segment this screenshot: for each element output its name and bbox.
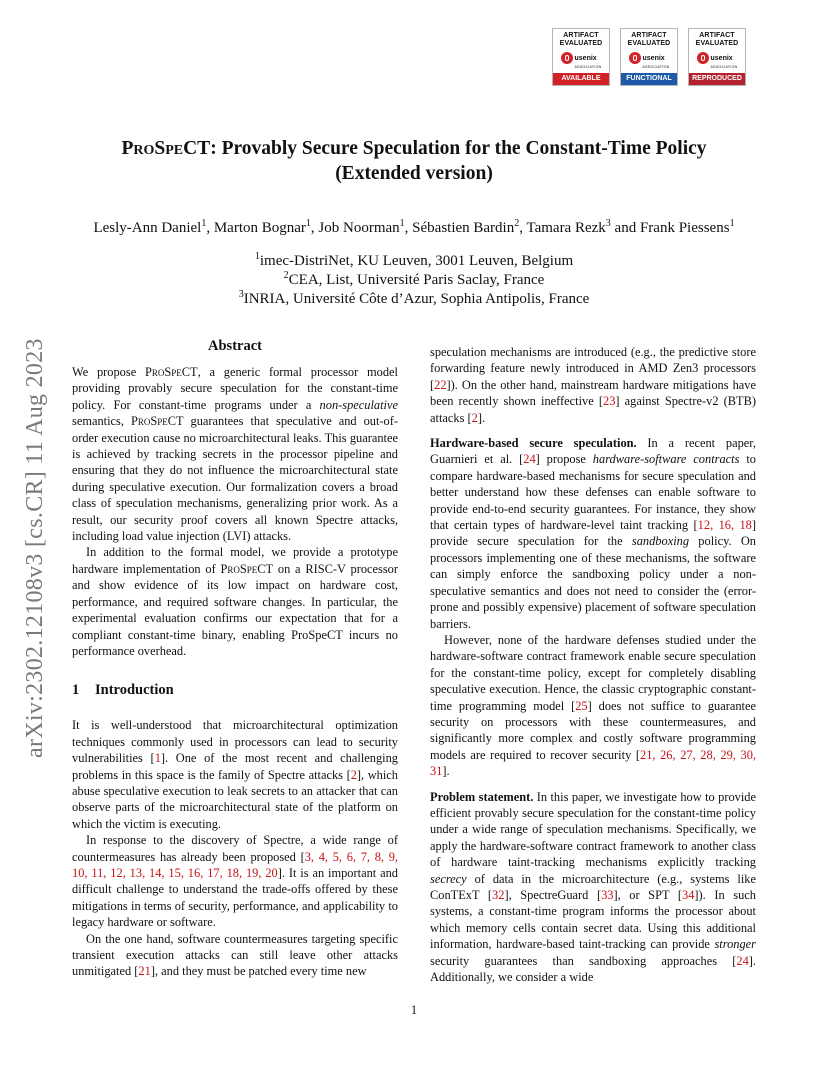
badge-label: REPRODUCED: [689, 73, 745, 85]
badge-label: FUNCTIONAL: [621, 73, 677, 85]
body-paragraph: However, none of the hardware defenses studied under the hardware-software contract framework enable secure speculation for the constant-time policy, except for completely disabling speculative execution. Hence, the classic cryptographic constant-time programming model [25] does not suffice to guarantee security on processors with these countermeasures, and significantly more complex and costly software programming models are required to recover security [21, 26, 27, 28, 29, 30, 31].: [430, 632, 756, 779]
usenix-logo-icon: usenix ASSOCIATION: [697, 51, 738, 65]
badge-functional: ARTIFACT EVALUATED usenix ASSOCIATION FUNCTIONAL: [620, 28, 678, 86]
body-paragraph: speculation mechanisms are introduced (e.g., the predictive store forwarding feature newly introduced in AMD Zen3 processors [22]). On the other hand, mainstream hardware mitigations have been recently shown ineffective [23] against Spectre-v2 (BTB) attacks [2].: [430, 345, 756, 425]
affiliations: [120, 252, 708, 309]
citation-link[interactable]: 22: [434, 377, 447, 392]
section-heading-introduction: 1 Introduction: [72, 682, 174, 699]
citation-link[interactable]: 3, 4, 5, 6, 7, 8, 9, 10, 11, 12, 13, 14, 15, 16, 17, 18, 19, 20: [72, 849, 398, 880]
body-paragraph: Problem statement. In this paper, we investigate how to provide efficient provably secure speculation for the constant-time policy under a wide range of speculation mechanisms. Specifically, we apply the hardware-software contract framework to another class of hardware taint-tracking mechanisms explicitly tracking secrecy of data in the microarchitecture (e.g., systems like ConTExT [32], SpectreGuard [33], or SPT [34]). In such systems, a constant-time program informs the processor about which memory cells contain secret data. Using this additional information, hardware-based taint-tracking can provide stronger security guarantees than sandboxing approaches [24]. Additionally, we consider a wide: [430, 789, 756, 985]
left-column: [72, 336, 398, 980]
abstract-heading: Abstract: [208, 338, 262, 354]
usenix-logo-icon: usenix ASSOCIATION: [561, 51, 602, 65]
right-column: [430, 344, 756, 985]
citation-link[interactable]: 2: [350, 767, 357, 782]
author: Sébastien Bardin: [412, 220, 515, 236]
affiliation: $^2$CEA, List, Université Paris Saclay, France: [283, 270, 545, 288]
artifact-badges: [552, 28, 756, 88]
citation-link[interactable]: 21: [138, 964, 151, 979]
author: Lesly-Ann Daniel: [93, 220, 202, 236]
page-number: 1: [410, 1003, 418, 1017]
body-paragraph: On the one hand, software countermeasures targeting specific transient execution attacks can still leave other attacks unmitigated [21], and they must be patched every time new: [72, 931, 398, 979]
paragraph-heading: Hardware-based secure speculation.: [430, 436, 637, 451]
citation-link[interactable]: 32: [492, 888, 505, 902]
badge-reproduced: ARTIFACT EVALUATED usenix ASSOCIATION REPRODUCED: [688, 28, 746, 86]
citation-link[interactable]: 24: [523, 452, 536, 467]
body-paragraph: It is well-understood that microarchitectural optimization techniques commonly used in processors can lead to security vulnerabilities [1]. One of the most recent and challenging problems in this space is the family of Spectre attacks [2], which abuse speculative execution to leak secrets to an attacker that can observe parts of the microarchitectural state of the platform on which the victim is executing.: [72, 718, 398, 831]
paragraph-heading: Problem statement.: [430, 789, 534, 804]
author: Tamara Rezk: [526, 220, 606, 236]
badge-label: AVAILABLE: [553, 73, 609, 85]
citation-link[interactable]: 1: [154, 751, 161, 766]
abstract-paragraph: In addition to the formal model, we provide a prototype hardware implementation of ProSpeCT on a RISC-V processor and show evidence of its low impact on hardware cost, performance, and required software changes. In particular, the experimental evaluation confirms our expectation that for a compliant constant-time binary, enabling ProSpeCT incurs no performance overhead.: [72, 545, 398, 658]
affiliation: $^1$imec-DistriNet, KU Leuven, 3001 Leuven, Belgium: [254, 251, 574, 269]
author-list: Lesly-Ann Daniel$^1$, Marton Bognar$^1$, Job Noorman$^1$, Sébastien Bardin$^2$, Tamara Rezk$^3$ and Frank Piessens$^1$: [93, 218, 735, 236]
author: Frank Piessens: [639, 220, 730, 236]
author: Marton Bognar: [213, 220, 306, 236]
citation-link[interactable]: 25: [575, 698, 588, 713]
affiliation: $^3$INRIA, Université Côte d’Azur, Sophia Antipolis, France: [238, 289, 590, 307]
body-paragraph: In response to the discovery of Spectre, a wide range of countermeasures has already been proposed [3, 4, 5, 6, 7, 8, 9, 10, 11, 12, 13, 14, 15, 16, 17, 18, 19, 20]. It is an important and difficult challenge to understand the trade-offs offered by these mitigations in terms of security, performance, and applicability to legacy hardware or software.: [72, 833, 398, 930]
citation-link[interactable]: 12, 16, 18: [697, 518, 752, 533]
paper-title: ProSpeCT: Provably Secure Speculation for the Constant-Time Policy (Extended version): [121, 138, 707, 184]
author: Job Noorman: [318, 220, 400, 236]
citation-link[interactable]: 34: [682, 888, 695, 902]
citation-link[interactable]: 2: [471, 410, 478, 425]
badge-available: ARTIFACT EVALUATED usenix ASSOCIATION AVAILABLE: [552, 28, 610, 86]
citation-link[interactable]: 23: [603, 394, 616, 409]
abstract-paragraph: We propose ProSpeCT, a generic formal processor model providing provably secure speculation for the constant-time policy. For constant-time programs under a non-speculative semantics, ProSpeCT guarantees that speculative and out-of-order execution cause no microarchitectural leaks. This guarantee is achieved by tracking secrets in the processor pipeline and ensuring that they do not influence the microarchitectural state during speculative execution. Our formalization covers a broad class of speculation mechanisms, generalizing prior work. As a result, our security proof covers all known Spectre attacks, including load value injection (LVI) attacks.: [72, 365, 398, 544]
body-paragraph: Hardware-based secure speculation. In a recent paper, Guarnieri et al. [24] propose hardware-software contracts to compare hardware-based mechanisms for secure speculation and better understand how these defenses can enable software to provide end-to-end security guarantees. For instance, they show that certain types of hardware-level taint tracking [12, 16, 18] provide secure speculation for the sandboxing policy. On processors implementing one of these mechanisms, the software can simply enforce the sandboxing policy under a non-speculative semantics and does not need to consider the (error-prone and possibly expensive) placement of software speculation barriers.: [430, 436, 757, 631]
citation-link[interactable]: 24: [736, 953, 749, 968]
citation-link[interactable]: 21, 26, 27, 28, 29, 30, 31: [430, 747, 756, 779]
arxiv-identifier: arXiv:2302.12108v3 [cs.CR] 11 Aug 2023: [22, 338, 48, 758]
citation-link[interactable]: 33: [601, 888, 614, 902]
usenix-logo-icon: usenix ASSOCIATION: [629, 51, 670, 65]
